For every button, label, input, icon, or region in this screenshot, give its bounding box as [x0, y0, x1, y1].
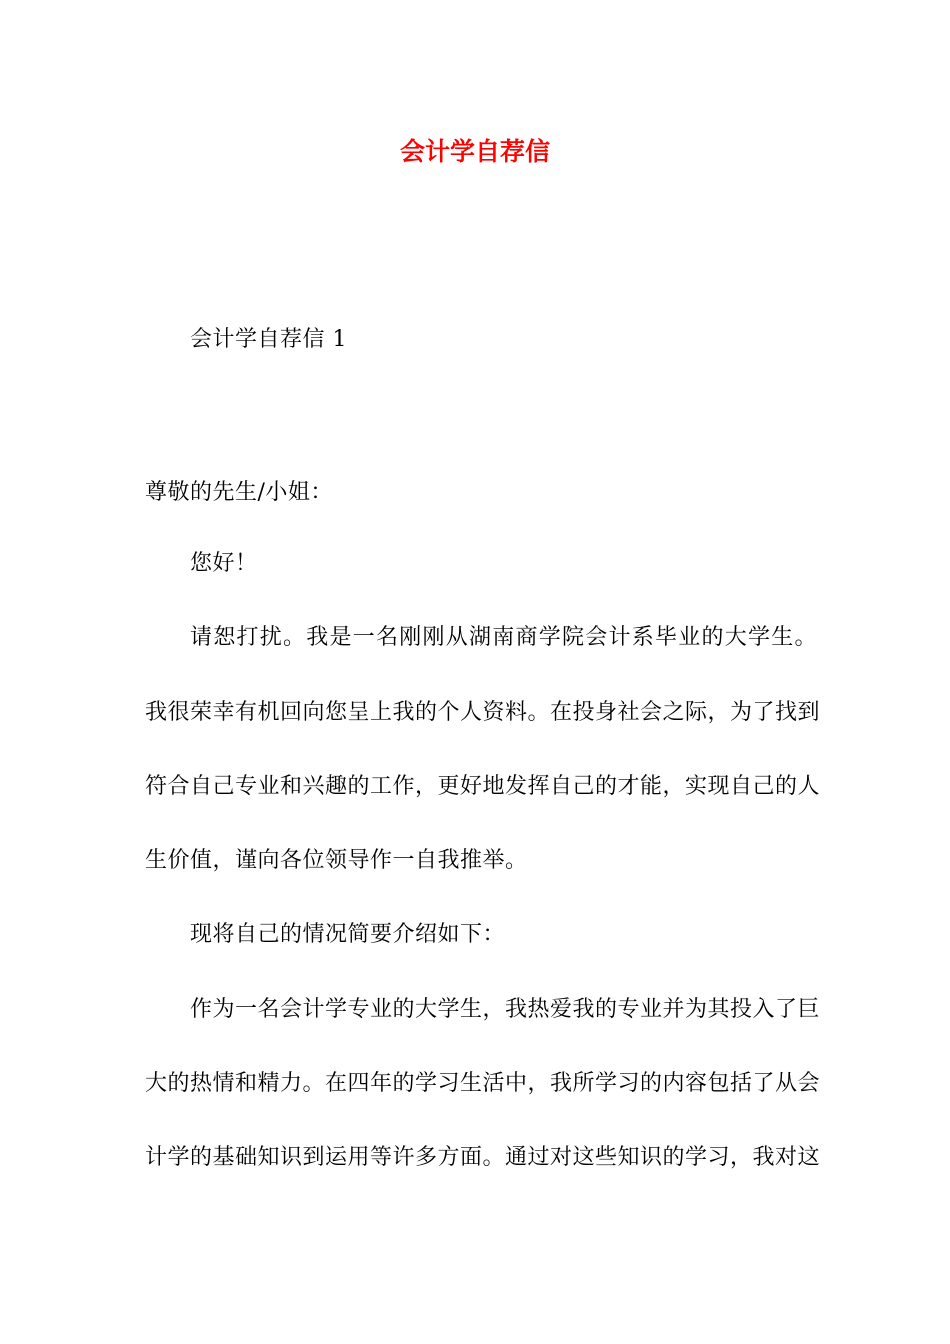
- paragraph-line: 生价值，谨向各位领导作一自我推举。: [145, 848, 528, 873]
- section-heading: 会计学自荐信 1: [190, 327, 347, 352]
- greeting: 您好！: [190, 551, 258, 576]
- paragraph-line: 作为一名会计学专业的大学生，我热爱我的专业并为其投入了巨: [190, 997, 821, 1022]
- salutation: 尊敬的先生/小姐：: [145, 480, 333, 505]
- paragraph-line: 请恕打扰。我是一名刚刚从湖南商学院会计系毕业的大学生。: [190, 625, 817, 650]
- paragraph-line: 现将自己的情况简要介绍如下：: [190, 922, 506, 947]
- paragraph-line: 我很荣幸有机回向您呈上我的个人资料。在投身社会之际，为了找到: [145, 700, 821, 725]
- paragraph-line: 符合自己专业和兴趣的工作，更好地发挥自己的才能，实现自己的人: [145, 774, 821, 799]
- paragraph-line: 计学的基础知识到运用等许多方面。通过对这些知识的学习，我对这: [145, 1145, 821, 1170]
- document-title: 会计学自荐信: [399, 137, 550, 166]
- paragraph-line: 大的热情和精力。在四年的学习生活中，我所学习的内容包括了从会: [145, 1071, 821, 1096]
